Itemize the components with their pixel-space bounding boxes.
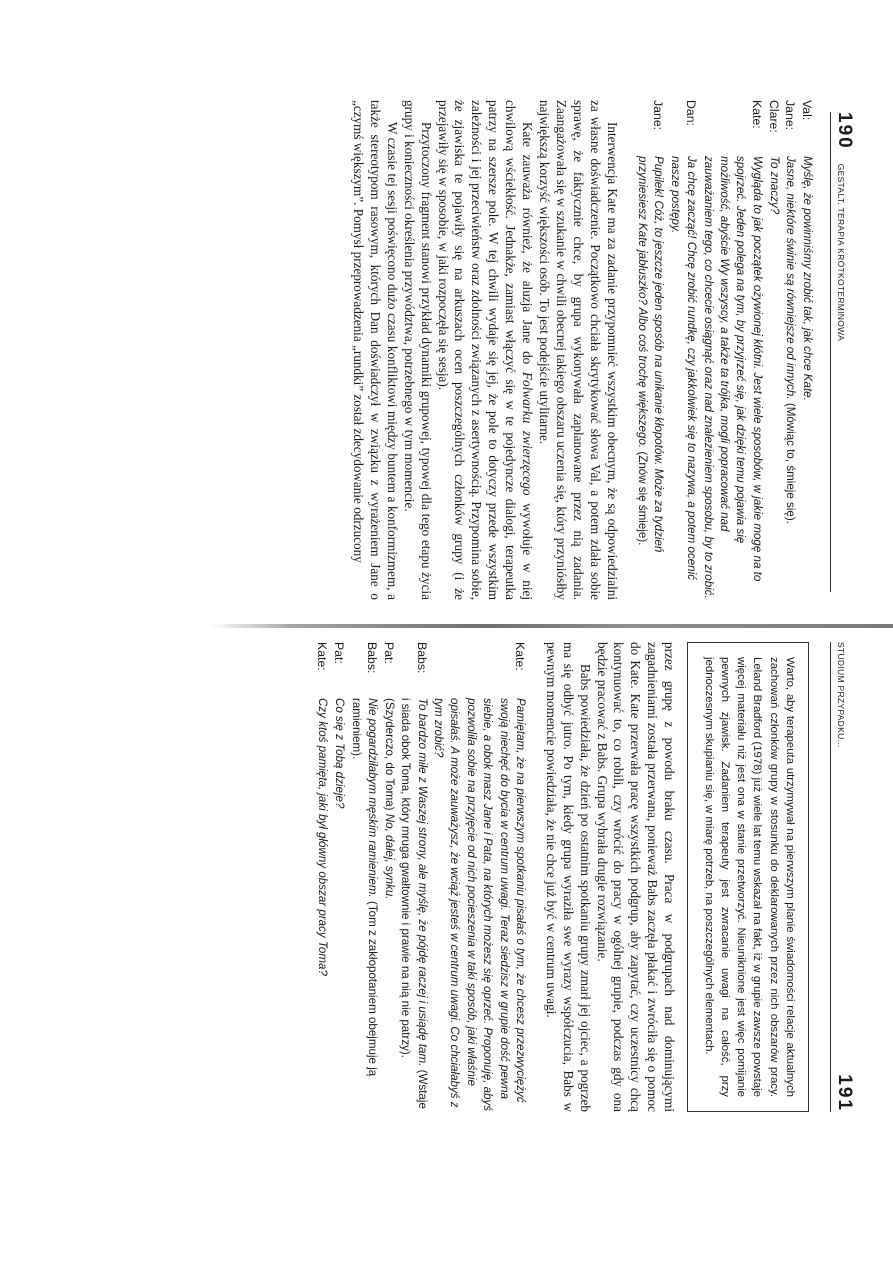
paragraph-text: Przytoczony fragment stanowi przykład dynamiki grupowej, typowej dla tego etapu życia grupy i konieczności określenia przywództwa, potrzebnego w tym momencie. bbox=[401, 100, 434, 600]
spoken-text: No, dalej, synku. bbox=[382, 813, 396, 900]
right-page bbox=[0, 634, 893, 1263]
dialogue-line bbox=[765, 100, 782, 600]
body-paragraph: Babs powiedziała, że dzień po ostatnim spotkaniu grupy zmarł jej ojciec, a pogrzeb ma się odbyć jutro. Po tym, kiedy grupa wyraziła swe wyrazy współczucia, Babs w pewnym momencie powiedziała, że nie chce już być w centrum uwagi. bbox=[543, 642, 593, 1112]
dialogue-line bbox=[347, 642, 380, 1112]
dialogue-line bbox=[798, 100, 815, 600]
dialogue-text bbox=[699, 156, 765, 600]
speaker-label: Clare: bbox=[766, 100, 781, 133]
dialogue-text bbox=[666, 156, 699, 600]
dialogue-text bbox=[782, 156, 799, 600]
stage-note: (Szyderczo, do Toma) bbox=[382, 698, 396, 811]
dialogue-text bbox=[314, 698, 331, 1112]
dialogue-line bbox=[699, 100, 765, 600]
spoken-text: Czy ktoś pamięta, jaki był główny obszar pracy Toma? bbox=[316, 698, 330, 976]
spoken-text: Ja chcę zacząć! Chcę zrobić rundkę, czy jakkolwiek się to nazywa, a potem ocenić nasze postępy. bbox=[668, 156, 699, 581]
spoken-text: Wygląda to jak początek ożywionej kłótni. Jest wiele sposobów, w jakie mogę na to spojrzeć. Jeden polega na tym, by przyjrzeć się, jak dzięki temu pojawia się możliwość, abyście Wy wszyscy, a także ta trójka, mogli popracować nad zauważaniem tego, co chcecie osiągnąć oraz nad znalezieniem sposobu, by to zrobić. bbox=[701, 156, 764, 599]
running-head: STUDIUM PRZYPADKU... bbox=[836, 642, 846, 748]
body-paragraph bbox=[434, 100, 535, 600]
dialogue-block bbox=[634, 100, 815, 600]
left-page bbox=[0, 0, 893, 620]
body-paragraph bbox=[349, 100, 400, 600]
speaker-label: Kate: bbox=[749, 100, 764, 129]
speaker-label: Kate: bbox=[315, 642, 330, 671]
body-paragraph bbox=[535, 100, 620, 600]
dialogue-line bbox=[331, 642, 348, 1112]
page-number: 190 bbox=[834, 112, 855, 150]
speaker-label: Pat: bbox=[332, 642, 347, 664]
page-number: 191 bbox=[834, 1074, 855, 1112]
spoken-text: Pupilek! Cóż, to jeszcze jeden sposób na unikanie kłopotów. Może za tydzień przyniesiesz Kate jabłuszko? Albo coś trochę większego. bbox=[636, 156, 666, 553]
stage-note: (Wstaje i siada obok Toma, który mruga gwałtownie i prawie na nią nie patrzy). bbox=[399, 698, 429, 1109]
dialogue-line bbox=[380, 642, 397, 1112]
paragraph-text: Interwencja Kate ma za zadanie przypomnieć wszystkim obecnym, że są odpowiedzialni za własne doświadczenie. Początkowo chciała skrytykować słowa Val, a potem zdała sobie sprawę, że faktycznie chce, by grupa wykonywała zaplanowane przez nią zadania. Zaangażowała się w szukanie w chwili obecnej takiego obszaru uczenia się, który przyniósłby największą korzyść większości osób. To jest podejście utylitarne. bbox=[537, 100, 620, 600]
speaker-label: Jane: bbox=[783, 100, 798, 131]
speaker-label: Kate: bbox=[512, 642, 527, 671]
speaker-label: Val: bbox=[800, 100, 814, 121]
dialogue-block bbox=[314, 642, 528, 1112]
dialogue-line bbox=[430, 642, 528, 1112]
right-paragraphs bbox=[542, 642, 677, 1112]
dialogue-text bbox=[765, 156, 782, 600]
stage-note: (Mówiąc to, śmieje się). bbox=[784, 402, 798, 524]
dialogue-text bbox=[347, 698, 380, 1112]
dialogue-text bbox=[397, 698, 430, 1112]
speaker-label: Babs: bbox=[414, 642, 429, 674]
spoken-text: To bardzo miłe z Waszej strony, ale myślę, że pójdę raczej i usiądę tam. bbox=[415, 698, 429, 1067]
spoken-text: Pamiętam, że na pierwszym spotkaniu pisałaś o tym, że chcesz przezwyciężyć swoją niechęć do bycia w centrum uwagi. Teraz siedzisz w grupie dość pewna siebie, a obok masz Jane i Pata, na których możesz się oprzeć. Proponuję, abyś pozwoliła sobie na przyjęcie od nich pocieszenia w taki sposób, jaki właśnie opisałaś. A może zauważysz, że wciąż jesteś w centrum uwagi. Co chciałabyś z tym zrobić? bbox=[431, 698, 527, 1112]
right-header bbox=[830, 642, 857, 1112]
running-head: GESTALT. TERAPIA KRÓTKOTERMINOWA bbox=[836, 163, 846, 342]
paragraph-text: Kate zauważa również, że aluzja Jane do bbox=[520, 122, 536, 372]
spoken-text: To znaczy? bbox=[767, 156, 781, 215]
italic-title: Folwarku zwierzęcego bbox=[520, 372, 536, 496]
spoken-text: Nie pogardziłabym męskim ramieniem. bbox=[366, 698, 380, 898]
dialogue-text bbox=[380, 698, 397, 1112]
spoken-text: Co się z Tobą dzieje? bbox=[333, 698, 347, 809]
dialogue-text bbox=[430, 698, 528, 1112]
info-box: Warto, aby terapeuta utrzymywał na pierwszym planie świadomości relacje aktualnych zachowań członków grupy w stosunku do deklarowanych przez nich obszarów pracy. Leland Bradford (1978) już wiele lat temu wskazał na fakt, iż w grupie zawsze powstaje więcej materiału niż jest ona w stanie przetworzyć. Nieuniknione jest więc pomijanie pewnych zjawisk. Zadaniem terapeuty jest zwracanie uwagi na całość, przy jednoczesnym skupianiu się, w miarę potrzeb, na poszczególnych elementach. bbox=[687, 642, 809, 1112]
speaker-label: Pat: bbox=[381, 642, 396, 664]
speaker-label: Jane: bbox=[651, 100, 666, 131]
dialogue-line bbox=[634, 100, 667, 600]
left-paragraphs bbox=[349, 100, 620, 600]
stage-note: (Znów się śmieje). bbox=[636, 451, 650, 546]
spoken-text: Jasne, niektóre świnie są równiejsze od innych. bbox=[784, 156, 798, 400]
dialogue-line bbox=[397, 642, 430, 1112]
left-header bbox=[830, 112, 857, 592]
speaker-label: Dan: bbox=[684, 100, 699, 126]
dialogue-text bbox=[798, 156, 815, 600]
dialogue-line bbox=[666, 100, 699, 600]
dialogue-line bbox=[782, 100, 799, 600]
speaker-label: Babs: bbox=[365, 642, 380, 674]
body-paragraph bbox=[400, 100, 434, 600]
dialogue-text bbox=[634, 156, 667, 600]
paragraph-text: W czasie tej sesji poświęcono dużo czasu konfliktowi między buntem a konformizmem, a także stereotypom rasowym, których Dan doświadczył w związku z wyrażeniem Jane o „czymś większym”. Pomysł przeprowadzenia „rundki” został zdecydowanie odrzucony bbox=[351, 100, 400, 600]
left-body bbox=[349, 100, 815, 600]
dialogue-line bbox=[314, 642, 331, 1112]
stage-note: (Tom z zakłopotaniem obejmuje ją ramieniem). bbox=[349, 698, 380, 1077]
dialogue-text bbox=[331, 698, 348, 1112]
spoken-text: Myślę, że powinniśmy zrobić tak, jak chce Kate. bbox=[801, 156, 814, 401]
body-paragraph: przez grupę z powodu braku czasu. Praca w podgrupach nad dominującymi zagadnieniami została przerwana, ponieważ Babs zaczęła płakać i zwróciła się o pomoc do Kate. Kate przerwała pracę wszystkich podgrup, aby zapytać, czy uczestnicy chcą kontynuować to, co robili, czy wrócić do pracy w ogólnej grupie, podczas gdy ona będzie pracować z Babs. Grupa wybrała drugie rozwiązanie. bbox=[594, 642, 678, 1112]
right-body bbox=[314, 642, 809, 1112]
paragraph-text: wywołuje w niej chwilową wściekłość. Jednakże, zamiast włączyć się w te pojedyncze dialogi, terapeutka patrzy na szersze pole. W tej chwili wydaje się jej, że pole to dotyczy przede wszystkim zależności i jej przeciwieństw oraz zdolności związanych z asertywnością. Przypomina sobie, że zjawiska te pojawiły się na arkuszach ocen poszczególnych członków grupy (i że przejawiły się w sposobie, w jaki rozpoczęła się sesja). bbox=[435, 100, 536, 600]
